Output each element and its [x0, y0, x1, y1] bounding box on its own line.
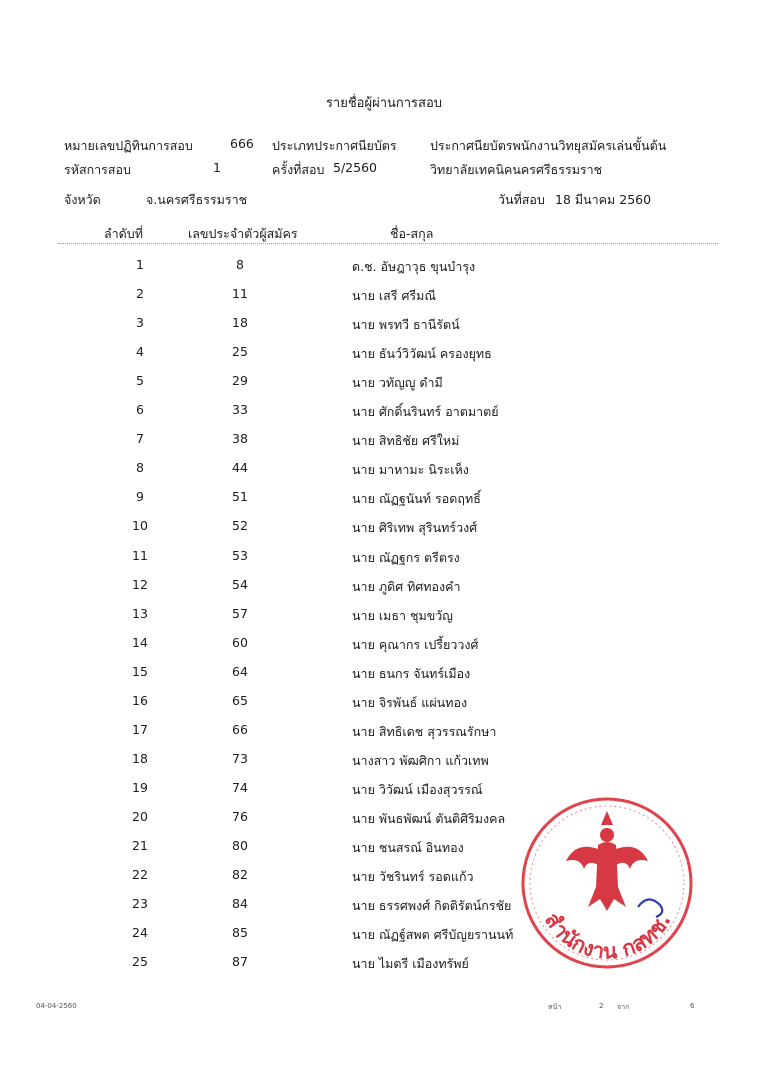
row-order-number: 9: [136, 489, 144, 504]
column-header-applicant-id: เลขประจำตัวผู้สมัคร: [188, 226, 298, 241]
row-full-name: นาย ณัฏฐ์สพต ศรีบัญยรานนท์: [352, 927, 514, 942]
row-applicant-id: 38: [232, 431, 248, 446]
row-applicant-id: 65: [232, 693, 248, 708]
svg-text:สำนักงาน กสทช.: [540, 908, 676, 963]
row-full-name: นาย ศิริเทพ สุรินทร์วงศ์: [352, 520, 478, 535]
table-row: [0, 664, 768, 684]
row-order-number: 20: [132, 809, 148, 824]
row-full-name: นาย ชนสรณ์ อินทอง: [352, 840, 464, 855]
row-order-number: 3: [136, 315, 144, 330]
exam-date-label: วันที่สอบ: [498, 192, 545, 207]
row-order-number: 19: [132, 780, 148, 795]
exam-date-value: 18 มีนาคม 2560: [555, 192, 652, 207]
row-order-number: 21: [132, 838, 148, 853]
row-applicant-id: 25: [232, 344, 248, 359]
row-applicant-id: 51: [232, 489, 248, 504]
row-applicant-id: 66: [232, 722, 248, 737]
row-applicant-id: 53: [232, 548, 248, 563]
row-applicant-id: 29: [232, 373, 248, 388]
row-applicant-id: 57: [232, 606, 248, 621]
table-row: [0, 344, 768, 364]
table-row: [0, 489, 768, 509]
table-row: [0, 431, 768, 451]
row-applicant-id: 74: [232, 780, 248, 795]
row-full-name: นาย จิรพันธ์ แผ่นทอง: [352, 695, 468, 710]
row-full-name: นาย สิทธิชัย ศรีใหม่: [352, 433, 460, 448]
table-row: [0, 577, 768, 597]
row-order-number: 12: [132, 577, 148, 592]
row-order-number: 22: [132, 867, 148, 882]
table-row: [0, 693, 768, 713]
row-order-number: 16: [132, 693, 148, 708]
row-full-name: นาย วทัญญู ดำมี: [352, 375, 443, 390]
row-full-name: นาย พรทวี ธานีรัตน์: [352, 317, 460, 332]
row-full-name: นาย คุณากร เปรี้ยววงศ์: [352, 637, 479, 652]
row-applicant-id: 52: [232, 518, 248, 533]
row-full-name: นาย ณัฏฐกร ตรีตรง: [352, 550, 460, 565]
row-full-name: นาย ไมตรี เมืองทรัพย์: [352, 956, 469, 971]
row-order-number: 13: [132, 606, 148, 621]
table-row: [0, 548, 768, 568]
table-row: [0, 518, 768, 538]
row-applicant-id: 33: [232, 402, 248, 417]
exam-code-value: 1: [213, 160, 221, 175]
column-header-order: ลำดับที่: [104, 226, 143, 241]
row-applicant-id: 87: [232, 954, 248, 969]
row-applicant-id: 18: [232, 315, 248, 330]
row-full-name: นาย วิวัฒน์ เมืองสุวรรณ์: [352, 782, 483, 797]
row-order-number: 18: [132, 751, 148, 766]
row-applicant-id: 44: [232, 460, 248, 475]
row-applicant-id: 64: [232, 664, 248, 679]
row-applicant-id: 11: [232, 286, 248, 301]
row-applicant-id: 82: [232, 867, 248, 882]
exam-code-label: รหัสการสอบ: [64, 162, 131, 177]
row-full-name: นาย เมธา ชุมขวัญ: [352, 608, 453, 623]
row-order-number: 14: [132, 635, 148, 650]
row-full-name: นาย วัชรินทร์ รอดแก้ว: [352, 869, 474, 884]
row-full-name: นาย พันธพัฒน์ ตันติศิริมงคล: [352, 811, 506, 826]
row-full-name: นาย สิทธิเดช สุวรรณรักษา: [352, 724, 497, 739]
page-of-label: จาก: [617, 1003, 630, 1011]
row-full-name: นาย มาหามะ นิระเห็ง: [352, 462, 469, 477]
table-row: [0, 286, 768, 306]
row-full-name: นาย ธรรศพงศ์ กิตติรัตน์กรชัย: [352, 898, 512, 913]
table-row: [0, 460, 768, 480]
row-full-name: นางสาว พัฒศิกา แก้วเทพ: [352, 753, 489, 768]
row-applicant-id: 76: [232, 809, 248, 824]
table-row: [0, 315, 768, 335]
province-value: จ.นครศรีธรรมราช: [146, 192, 248, 207]
province-label: จังหวัด: [64, 192, 101, 207]
certificate-type-value: ประกาศนียบัตรพนักงานวิทยุสมัครเล่นขั้นต้น: [430, 138, 667, 153]
page-total: 6: [690, 1002, 695, 1010]
row-full-name: นาย ธันว์วิวัฒน์ ครองยุทธ: [352, 346, 492, 361]
exam-venue: วิทยาลัยเทคนิคนครศรีธรรมราช: [430, 162, 603, 177]
row-order-number: 24: [132, 925, 148, 940]
exam-number-label: หมายเลขปฏิทินการสอบ: [64, 138, 193, 153]
row-applicant-id: 60: [232, 635, 248, 650]
garuda-emblem: [566, 811, 648, 911]
row-order-number: 10: [132, 518, 148, 533]
exam-number-value: 666: [230, 136, 254, 151]
row-applicant-id: 85: [232, 925, 248, 940]
table-row: [0, 606, 768, 626]
row-order-number: 5: [136, 373, 144, 388]
page-number: 2: [599, 1002, 604, 1010]
row-order-number: 7: [136, 431, 144, 446]
row-applicant-id: 80: [232, 838, 248, 853]
row-order-number: 23: [132, 896, 148, 911]
row-order-number: 4: [136, 344, 144, 359]
row-full-name: นาย ธนกร จันทร์เมือง: [352, 666, 471, 681]
table-row: [0, 635, 768, 655]
row-order-number: 1: [136, 257, 144, 272]
row-applicant-id: 84: [232, 896, 248, 911]
table-row: [0, 257, 768, 277]
column-header-name: ชื่อ-สกุล: [390, 226, 434, 241]
print-date: 04-04-2560: [36, 1002, 77, 1010]
row-full-name: ด.ช. อัษฎาวุธ ขุนบำรุง: [352, 259, 476, 274]
exam-round-label: ครั้งที่สอบ: [272, 162, 325, 177]
row-order-number: 2: [136, 286, 144, 301]
row-applicant-id: 73: [232, 751, 248, 766]
page-label: หน้า: [548, 1003, 562, 1011]
page-title: รายชื่อผู้ผ่านการสอบ: [325, 96, 443, 111]
certificate-type-label: ประเภทประกาศนียบัตร: [272, 138, 397, 153]
row-order-number: 6: [136, 402, 144, 417]
row-order-number: 11: [132, 548, 148, 563]
table-row: [0, 373, 768, 393]
row-full-name: นาย ณัฏฐนันท์ รอดฤทธิ์: [352, 491, 481, 506]
row-order-number: 15: [132, 664, 148, 679]
row-order-number: 17: [132, 722, 148, 737]
row-order-number: 25: [132, 954, 148, 969]
row-full-name: นาย ภูดิศ ทิศทองคำ: [352, 579, 461, 594]
row-full-name: นาย เสรี ศรีมณี: [352, 288, 436, 303]
row-order-number: 8: [136, 460, 144, 475]
seal-text: สำนักงาน กสทช.: [539, 908, 676, 964]
row-applicant-id: 54: [232, 577, 248, 592]
office-seal-stamp: [518, 795, 696, 977]
row-applicant-id: 8: [236, 257, 244, 272]
table-row: [0, 722, 768, 742]
table-row: [0, 751, 768, 771]
table-row: [0, 402, 768, 422]
row-full-name: นาย ศักดิ์นรินทร์ อาตมาตย์: [352, 404, 499, 419]
exam-round-value: 5/2560: [333, 160, 377, 175]
